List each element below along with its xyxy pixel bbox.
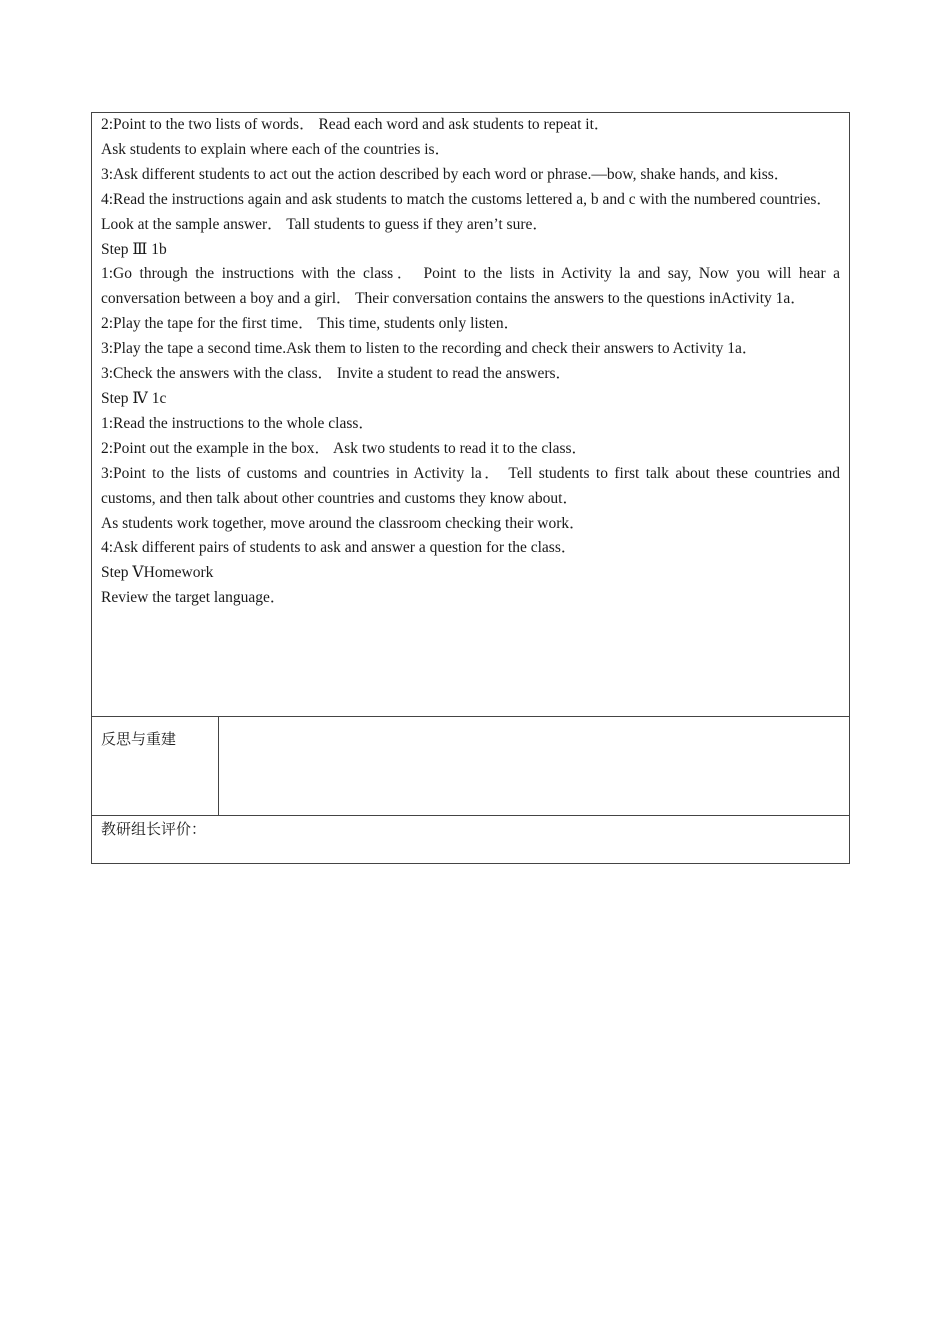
evaluation-row — [92, 816, 850, 864]
lesson-line: 3:Ask different students to act out the action described by each word or phrase.—bow, shake hands, and kiss． — [101, 165, 790, 183]
step-heading: Step Ⅲ 1b — [101, 240, 167, 258]
reflection-body-cell — [219, 717, 850, 816]
lesson-line: 3:Check the answers with the class． Invite a student to read the answers． — [101, 365, 572, 383]
lesson-line: 1:Read the instructions to the whole class． — [101, 414, 374, 432]
step-heading: Step ⅤHomework — [101, 564, 214, 582]
lesson-line: 4:Read the instructions again and ask students to match the customs lettered a, b and c with the numbered countries． — [101, 190, 832, 208]
reflection-label: 反思与重建 — [92, 717, 219, 816]
lesson-line: 3:Play the tape a second time.Ask them to listen to the recording and check their answers to Activity 1a． — [101, 340, 758, 358]
lesson-content-cell — [92, 113, 850, 717]
lesson-line: Ask students to explain where each of the countries is． — [101, 140, 451, 158]
lesson-line: 2:Play the tape for the first time． This time, students only listen． — [101, 315, 520, 333]
reflection-row — [92, 717, 850, 816]
lesson-plan-table — [91, 112, 850, 864]
step-heading: Step Ⅳ 1c — [101, 389, 167, 407]
lesson-line: As students work together, move around the classroom checking their work． — [101, 514, 585, 532]
content-row — [92, 113, 850, 717]
lesson-line: Review the target language． — [101, 589, 286, 607]
lesson-line: 3:Point to the lists of customs and countries in Activity la． Tell students to first talk about these countries and customs, and then talk about other countries and customs they know about． — [101, 464, 840, 507]
lesson-line: 2:Point out the example in the box． Ask two students to read it to the class． — [101, 439, 588, 457]
lesson-line: 2:Point to the two lists of words． Read each word and ask students to repeat it． — [101, 116, 610, 133]
lesson-line: 4:Ask different pairs of students to ask and answer a question for the class． — [101, 539, 577, 557]
evaluation-label: 教研组长评价： — [92, 816, 850, 864]
lesson-line: Look at the sample answer． Tall students to guess if they aren’t sure． — [101, 215, 548, 233]
lesson-line: 1:Go through the instructions with the class． Point to the lists in Activity la and say, Now you will hear a conversation between a boy and a girl． Their conversation contains the answers to the questions inActivity 1a． — [101, 265, 840, 308]
